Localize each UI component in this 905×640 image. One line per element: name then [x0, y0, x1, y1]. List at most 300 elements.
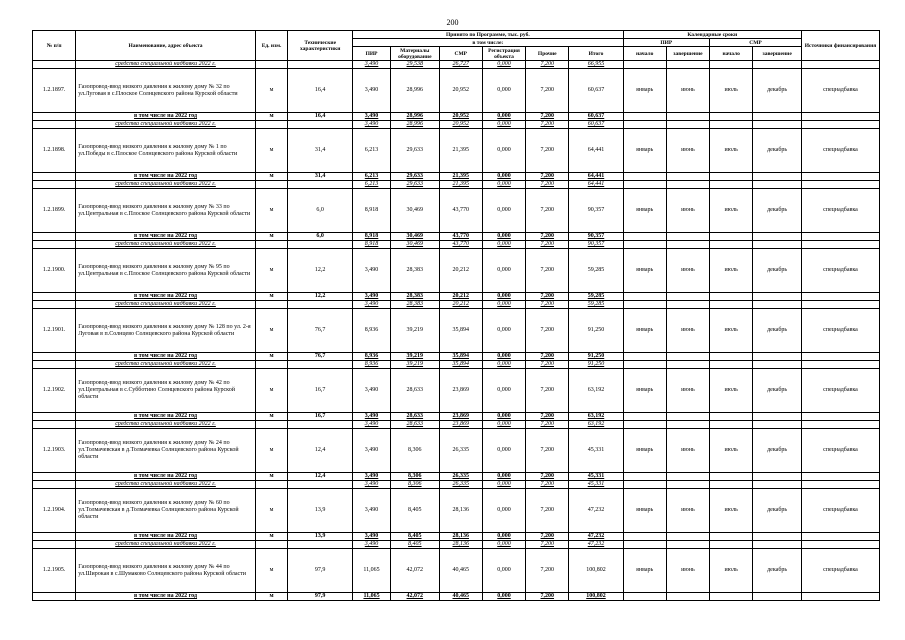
source-row — [33, 61, 880, 69]
cell-total: 66,955 — [569, 61, 623, 69]
subtotal-pir: 3,490 — [353, 413, 391, 421]
subtotal-reg: 0,000 — [482, 113, 525, 121]
source-smr: 26,335 — [439, 481, 482, 489]
subtotal-label: в том числе на 2022 год — [76, 293, 256, 301]
col-pir: ПИР — [353, 47, 391, 61]
cell-name: Газопровод-ввод низкого давления к жилому дому № 95 по ул.Центральная в с.Плоское Солнцевского района Курской области — [76, 249, 256, 293]
cell-name: Газопровод-ввод низкого давления к жилому дому № 44 по ул.Широкая в с.Шумаково Солнцевского района Курской области — [76, 549, 256, 593]
cell-materials: 28,996 — [390, 69, 439, 113]
cell-pir-start: январь — [623, 249, 666, 293]
source-label: средства специальной надбавки 2022 г. — [76, 361, 256, 369]
object-row — [33, 69, 880, 113]
source-smr: 20,952 — [439, 121, 482, 129]
source-materials: 8,306 — [390, 481, 439, 489]
object-row — [33, 549, 880, 593]
cell-smr-end: декабрь — [753, 549, 802, 593]
col-smr: СМР — [439, 47, 482, 61]
subtotal-materials: 28,383 — [390, 293, 439, 301]
cell-smr: 28,136 — [439, 489, 482, 533]
source-materials: 28,996 — [390, 121, 439, 129]
source-total: 64,441 — [569, 181, 623, 189]
cell-num: 1.2.1898. — [33, 129, 76, 173]
source-pir: 3,490 — [353, 421, 391, 429]
source-label: средства специальной надбавки 2022 г. — [76, 481, 256, 489]
cell-num: 1.2.1901. — [33, 309, 76, 353]
cell-smr-start: июль — [710, 69, 753, 113]
subtotal-tech: 31,4 — [288, 173, 353, 181]
cell-smr-start: июль — [710, 309, 753, 353]
cell-tech: 13,9 — [288, 489, 353, 533]
cell-reg: 0,000 — [482, 129, 525, 173]
source-row — [33, 121, 880, 129]
subtotal-materials: 42,072 — [390, 593, 439, 601]
source-smr: 23,869 — [439, 421, 482, 429]
page-number: 200 — [446, 18, 459, 27]
col-other: Прочие — [526, 47, 569, 61]
subtotal-pir: 6,213 — [353, 173, 391, 181]
cell-other: 7,200 — [526, 549, 569, 593]
source-row — [33, 481, 880, 489]
subtotal-materials: 30,469 — [390, 233, 439, 241]
cell-unit: м — [255, 429, 287, 473]
subtotal-unit: м — [255, 533, 287, 541]
cell-smr: 21,395 — [439, 129, 482, 173]
cell-smr: 43,770 — [439, 189, 482, 233]
cell-pir-start: январь — [623, 129, 666, 173]
subtotal-unit: м — [255, 113, 287, 121]
subtotal-unit: м — [255, 353, 287, 361]
subtotal-tech: 16,4 — [288, 113, 353, 121]
cell-pir-end: июнь — [666, 309, 709, 353]
cell-smr: 26,727 — [439, 61, 482, 69]
cell-other: 7,200 — [526, 249, 569, 293]
source-pir: 3,490 — [353, 541, 391, 549]
source-pir: 3,490 — [353, 301, 391, 309]
cell-smr: 35,894 — [439, 309, 482, 353]
cell-pir-end: июнь — [666, 189, 709, 233]
source-smr: 43,770 — [439, 241, 482, 249]
source-row — [33, 361, 880, 369]
subtotal-smr: 20,212 — [439, 293, 482, 301]
subtotal-pir: 11,065 — [353, 593, 391, 601]
source-row — [33, 181, 880, 189]
subtotal-label: в том числе на 2022 год — [76, 173, 256, 181]
subtotal-pir: 8,936 — [353, 353, 391, 361]
subtotal-total: 45,331 — [569, 473, 623, 481]
source-total: 91,250 — [569, 361, 623, 369]
col-pir-end: завершение — [666, 47, 709, 61]
cell-smr-end: декабрь — [753, 429, 802, 473]
object-row — [33, 309, 880, 353]
source-reg: 0,000 — [482, 181, 525, 189]
source-row — [33, 241, 880, 249]
cell-pir: 3,490 — [353, 429, 391, 473]
cell-name: Газопровод-ввод низкого давления к жилому дому № 42 по ул.Центральная в с.Субботино Солнцевского района Курской области — [76, 369, 256, 413]
source-total: 63,192 — [569, 421, 623, 429]
source-other: 7,200 — [526, 421, 569, 429]
cell-other: 7,200 — [526, 129, 569, 173]
cell-num: 1.2.1897. — [33, 69, 76, 113]
col-materials: Материалы оборудование — [390, 47, 439, 61]
subtotal-reg: 0,000 — [482, 353, 525, 361]
subtotal-label: в том числе на 2022 год — [76, 533, 256, 541]
source-materials: 28,633 — [390, 421, 439, 429]
subtotal-tech: 13,9 — [288, 533, 353, 541]
object-row — [33, 249, 880, 293]
cell-smr: 26,335 — [439, 429, 482, 473]
cell-unit: м — [255, 369, 287, 413]
source-total: 60,637 — [569, 121, 623, 129]
cell-pir: 6,213 — [353, 129, 391, 173]
object-row — [33, 429, 880, 473]
col-total: Итого — [569, 47, 623, 61]
subtotal-tech: 97,9 — [288, 593, 353, 601]
subtotal-unit: м — [255, 473, 287, 481]
cell-total: 45,331 — [569, 429, 623, 473]
subtotal-materials: 39,219 — [390, 353, 439, 361]
subtotal-total: 64,441 — [569, 173, 623, 181]
subtotal-pir: 3,490 — [353, 113, 391, 121]
source-smr: 35,894 — [439, 361, 482, 369]
cell-materials: 28,383 — [390, 249, 439, 293]
subtotal-reg: 0,000 — [482, 413, 525, 421]
cell-total: 60,637 — [569, 69, 623, 113]
cell-total: 91,250 — [569, 309, 623, 353]
source-row — [33, 541, 880, 549]
col-sources: Источники финансирования — [801, 31, 879, 61]
source-pir: 6,213 — [353, 181, 391, 189]
cell-name: Газопровод-ввод низкого давления к жилому дому № 24 по ул.Толмачевская в д.Толмачевка Солнцевского района Курской области — [76, 429, 256, 473]
subtotal-total: 90,357 — [569, 233, 623, 241]
cell-num: 1.2.1905. — [33, 549, 76, 593]
subtotal-materials: 29,633 — [390, 173, 439, 181]
cell-other: 7,200 — [526, 61, 569, 69]
cell-pir-start: январь — [623, 189, 666, 233]
col-pir-start: начало — [623, 47, 666, 61]
subtotal-materials: 8,405 — [390, 533, 439, 541]
source-reg: 0,000 — [482, 541, 525, 549]
cell-unit: м — [255, 129, 287, 173]
subtotal-reg: 0,000 — [482, 173, 525, 181]
cell-pir-start: январь — [623, 489, 666, 533]
subtotal-total: 63,192 — [569, 413, 623, 421]
cell-pir-end: июнь — [666, 429, 709, 473]
cell-materials: 29,633 — [390, 129, 439, 173]
source-pir: 3,490 — [353, 121, 391, 129]
cell-reg: 0,000 — [482, 549, 525, 593]
subtotal-unit: м — [255, 413, 287, 421]
col-unit: Ед. изм. — [255, 31, 287, 61]
cell-name: Газопровод-ввод низкого давления к жилому дому № 1 по ул.Победы в с.Плоское Солнцевского района Курской области — [76, 129, 256, 173]
col-name: Наименование, адрес объекта — [76, 31, 256, 61]
subtotal-smr: 21,395 — [439, 173, 482, 181]
source-materials: 30,469 — [390, 241, 439, 249]
cell-pir-start: январь — [623, 369, 666, 413]
cell-materials: 39,219 — [390, 309, 439, 353]
cell-reg: 0,000 — [482, 189, 525, 233]
subtotal-row — [33, 353, 880, 361]
subtotal-tech: 76,7 — [288, 353, 353, 361]
source-reg: 0,000 — [482, 421, 525, 429]
subtotal-row — [33, 173, 880, 181]
cell-smr: 40,465 — [439, 549, 482, 593]
cell-smr-end: декабрь — [753, 69, 802, 113]
subtotal-other: 7,200 — [526, 233, 569, 241]
cell-reg: 0,000 — [482, 61, 525, 69]
subtotal-total: 60,637 — [569, 113, 623, 121]
cell-source: спецнадбавка — [801, 369, 879, 413]
cell-smr-end: декабрь — [753, 249, 802, 293]
source-label: средства специальной надбавки 2022 г. — [76, 61, 256, 69]
subtotal-other: 7,200 — [526, 293, 569, 301]
col-smr-end: завершение — [753, 47, 802, 61]
cell-smr-end: декабрь — [753, 369, 802, 413]
cell-source: спецнадбавка — [801, 429, 879, 473]
cell-name: Газопровод-ввод низкого давления к жилому дому № 32 по ул.Луговая в с.Плоское Солнцевского района Курской области — [76, 69, 256, 113]
cell-other: 7,200 — [526, 189, 569, 233]
source-label: средства специальной надбавки 2022 г. — [76, 121, 256, 129]
cell-total: 90,357 — [569, 189, 623, 233]
cell-source: спецнадбавка — [801, 69, 879, 113]
subtotal-label: в том числе на 2022 год — [76, 473, 256, 481]
cell-reg: 0,000 — [482, 489, 525, 533]
cell-source: спецнадбавка — [801, 489, 879, 533]
subtotal-row — [33, 113, 880, 121]
source-label: средства специальной надбавки 2022 г. — [76, 181, 256, 189]
cell-pir: 8,918 — [353, 189, 391, 233]
cell-tech: 16,7 — [288, 369, 353, 413]
source-other: 7,200 — [526, 541, 569, 549]
cell-smr-start: июль — [710, 429, 753, 473]
cell-other: 7,200 — [526, 489, 569, 533]
source-label: средства специальной надбавки 2022 г. — [76, 301, 256, 309]
subtotal-row — [33, 413, 880, 421]
cell-other: 7,200 — [526, 369, 569, 413]
cell-pir-start: январь — [623, 309, 666, 353]
subtotal-reg: 0,000 — [482, 293, 525, 301]
subtotal-total: 100,802 — [569, 593, 623, 601]
subtotal-smr: 23,869 — [439, 413, 482, 421]
cell-tech: 12,4 — [288, 429, 353, 473]
table-header — [33, 31, 880, 61]
subtotal-materials: 8,306 — [390, 473, 439, 481]
subtotal-tech: 12,2 — [288, 293, 353, 301]
source-other: 7,200 — [526, 181, 569, 189]
subtotal-row — [33, 593, 880, 601]
cell-num: 1.2.1903. — [33, 429, 76, 473]
subtotal-total: 47,232 — [569, 533, 623, 541]
cell-smr: 23,869 — [439, 369, 482, 413]
col-cal-pir: ПИР — [623, 39, 710, 47]
cell-pir-end: июнь — [666, 129, 709, 173]
cell-tech: 16,4 — [288, 69, 353, 113]
cell-source: спецнадбавка — [801, 549, 879, 593]
source-smr: 21,395 — [439, 181, 482, 189]
subtotal-smr: 26,335 — [439, 473, 482, 481]
cell-smr-end: декабрь — [753, 129, 802, 173]
cell-source: спецнадбавка — [801, 189, 879, 233]
subtotal-other: 7,200 — [526, 533, 569, 541]
subtotal-label: в том числе на 2022 год — [76, 113, 256, 121]
cell-pir-start: январь — [623, 429, 666, 473]
cell-other: 7,200 — [526, 309, 569, 353]
cell-pir-start: январь — [623, 69, 666, 113]
object-row — [33, 369, 880, 413]
source-other: 7,200 — [526, 121, 569, 129]
cell-unit: м — [255, 549, 287, 593]
cell-smr-start: июль — [710, 249, 753, 293]
col-tech: Технические характеристики — [288, 31, 353, 61]
subtotal-smr: 43,770 — [439, 233, 482, 241]
source-reg: 0,000 — [482, 121, 525, 129]
subtotal-tech: 6,0 — [288, 233, 353, 241]
subtotal-reg: 0,000 — [482, 593, 525, 601]
cell-reg: 0,000 — [482, 69, 525, 113]
source-smr: 28,136 — [439, 541, 482, 549]
cell-pir: 3,490 — [353, 489, 391, 533]
source-other: 7,200 — [526, 301, 569, 309]
subtotal-other: 7,200 — [526, 473, 569, 481]
source-total: 47,232 — [569, 541, 623, 549]
cell-materials: 8,405 — [390, 489, 439, 533]
subtotal-smr: 28,136 — [439, 533, 482, 541]
cell-smr-start: июль — [710, 369, 753, 413]
subtotal-row — [33, 533, 880, 541]
cell-source: спецнадбавка — [801, 129, 879, 173]
subtotal-smr: 40,465 — [439, 593, 482, 601]
subtotal-reg: 0,000 — [482, 473, 525, 481]
cell-smr-start: июль — [710, 189, 753, 233]
cell-reg: 0,000 — [482, 309, 525, 353]
source-smr: 20,212 — [439, 301, 482, 309]
source-materials: 8,405 — [390, 541, 439, 549]
subtotal-pir: 3,490 — [353, 293, 391, 301]
subtotal-unit: м — [255, 293, 287, 301]
source-total: 59,285 — [569, 301, 623, 309]
subtotal-pir: 8,918 — [353, 233, 391, 241]
cell-smr-end: декабрь — [753, 309, 802, 353]
source-label: средства специальной надбавки 2022 г. — [76, 421, 256, 429]
cell-tech: 76,7 — [288, 309, 353, 353]
cell-total: 64,441 — [569, 129, 623, 173]
source-label: средства специальной надбавки 2022 г. — [76, 241, 256, 249]
cell-num: 1.2.1902. — [33, 369, 76, 413]
cell-pir: 3,490 — [353, 249, 391, 293]
cell-pir-end: июнь — [666, 369, 709, 413]
subtotal-other: 7,200 — [526, 173, 569, 181]
col-num: № п/п — [33, 31, 76, 61]
subtotal-other: 7,200 — [526, 593, 569, 601]
subtotal-unit: м — [255, 233, 287, 241]
subtotal-label: в том числе на 2022 год — [76, 593, 256, 601]
source-total: 90,357 — [569, 241, 623, 249]
source-materials: 28,383 — [390, 301, 439, 309]
subtotal-row — [33, 233, 880, 241]
cell-name: Газопровод-ввод низкого давления к жилому дому № 60 по ул.Толмачевская в д.Толмачевка Солнцевского района Курской области — [76, 489, 256, 533]
source-reg: 0,000 — [482, 241, 525, 249]
cell-source: спецнадбавка — [801, 309, 879, 353]
source-materials: 39,219 — [390, 361, 439, 369]
cell-tech: 31,4 — [288, 129, 353, 173]
cell-unit: м — [255, 249, 287, 293]
cell-unit: м — [255, 189, 287, 233]
source-pir: 8,918 — [353, 241, 391, 249]
cell-name: Газопровод-ввод низкого давления к жилому дому № 33 по ул.Центральная в с.Плоское Солнцевского района Курской области — [76, 189, 256, 233]
cell-pir-end: июнь — [666, 549, 709, 593]
cell-smr: 20,952 — [439, 69, 482, 113]
cell-unit: м — [255, 309, 287, 353]
subtotal-other: 7,200 — [526, 113, 569, 121]
col-accepted: Принято по Программе, тыс. руб. — [353, 31, 623, 39]
subtotal-label: в том числе на 2022 год — [76, 353, 256, 361]
cell-other: 7,200 — [526, 69, 569, 113]
cell-pir: 11,065 — [353, 549, 391, 593]
cell-reg: 0,000 — [482, 249, 525, 293]
col-registration: Регистрация объекта — [482, 47, 525, 61]
cell-num: 1.2.1899. — [33, 189, 76, 233]
source-pir: 3,490 — [353, 481, 391, 489]
cell-materials: 30,469 — [390, 189, 439, 233]
cell-materials: 29,538 — [390, 61, 439, 69]
cell-name: Газопровод-ввод низкого давления к жилому дому № 128 по ул. 2-я Луговая в п.Солнцево Солнцевского района Курской области — [76, 309, 256, 353]
cell-materials: 28,633 — [390, 369, 439, 413]
cell-unit: м — [255, 489, 287, 533]
cell-tech: 6,0 — [288, 189, 353, 233]
cell-total: 59,285 — [569, 249, 623, 293]
cell-num: 1.2.1904. — [33, 489, 76, 533]
cell-smr-start: июль — [710, 129, 753, 173]
cell-reg: 0,000 — [482, 369, 525, 413]
source-pir: 8,936 — [353, 361, 391, 369]
object-row — [33, 129, 880, 173]
subtotal-total: 59,285 — [569, 293, 623, 301]
cell-pir: 8,936 — [353, 309, 391, 353]
cell-smr-start: июль — [710, 549, 753, 593]
cell-pir: 3,490 — [353, 69, 391, 113]
subtotal-materials: 28,633 — [390, 413, 439, 421]
col-calendar: Календарные сроки — [623, 31, 801, 39]
subtotal-smr: 35,894 — [439, 353, 482, 361]
cell-pir-end: июнь — [666, 69, 709, 113]
source-total: 45,331 — [569, 481, 623, 489]
cell-pir-end: июнь — [666, 249, 709, 293]
subtotal-unit: м — [255, 173, 287, 181]
col-cal-smr: СМР — [710, 39, 802, 47]
col-smr-start: начало — [710, 47, 753, 61]
source-materials: 29,633 — [390, 181, 439, 189]
object-row — [33, 489, 880, 533]
source-other: 7,200 — [526, 361, 569, 369]
subtotal-other: 7,200 — [526, 413, 569, 421]
source-other: 7,200 — [526, 241, 569, 249]
cell-pir-end: июнь — [666, 489, 709, 533]
subtotal-row — [33, 473, 880, 481]
subtotal-materials: 28,996 — [390, 113, 439, 121]
subtotal-pir: 3,490 — [353, 533, 391, 541]
subtotal-other: 7,200 — [526, 353, 569, 361]
subtotal-reg: 0,000 — [482, 533, 525, 541]
cell-source: спецнадбавка — [801, 249, 879, 293]
subtotal-label: в том числе на 2022 год — [76, 233, 256, 241]
subtotal-smr: 20,952 — [439, 113, 482, 121]
cell-total: 100,802 — [569, 549, 623, 593]
cell-materials: 8,306 — [390, 429, 439, 473]
source-row — [33, 301, 880, 309]
col-including: в том числе: — [353, 39, 623, 47]
cell-num: 1.2.1900. — [33, 249, 76, 293]
cell-pir: 3,490 — [353, 61, 391, 69]
subtotal-reg: 0,000 — [482, 233, 525, 241]
